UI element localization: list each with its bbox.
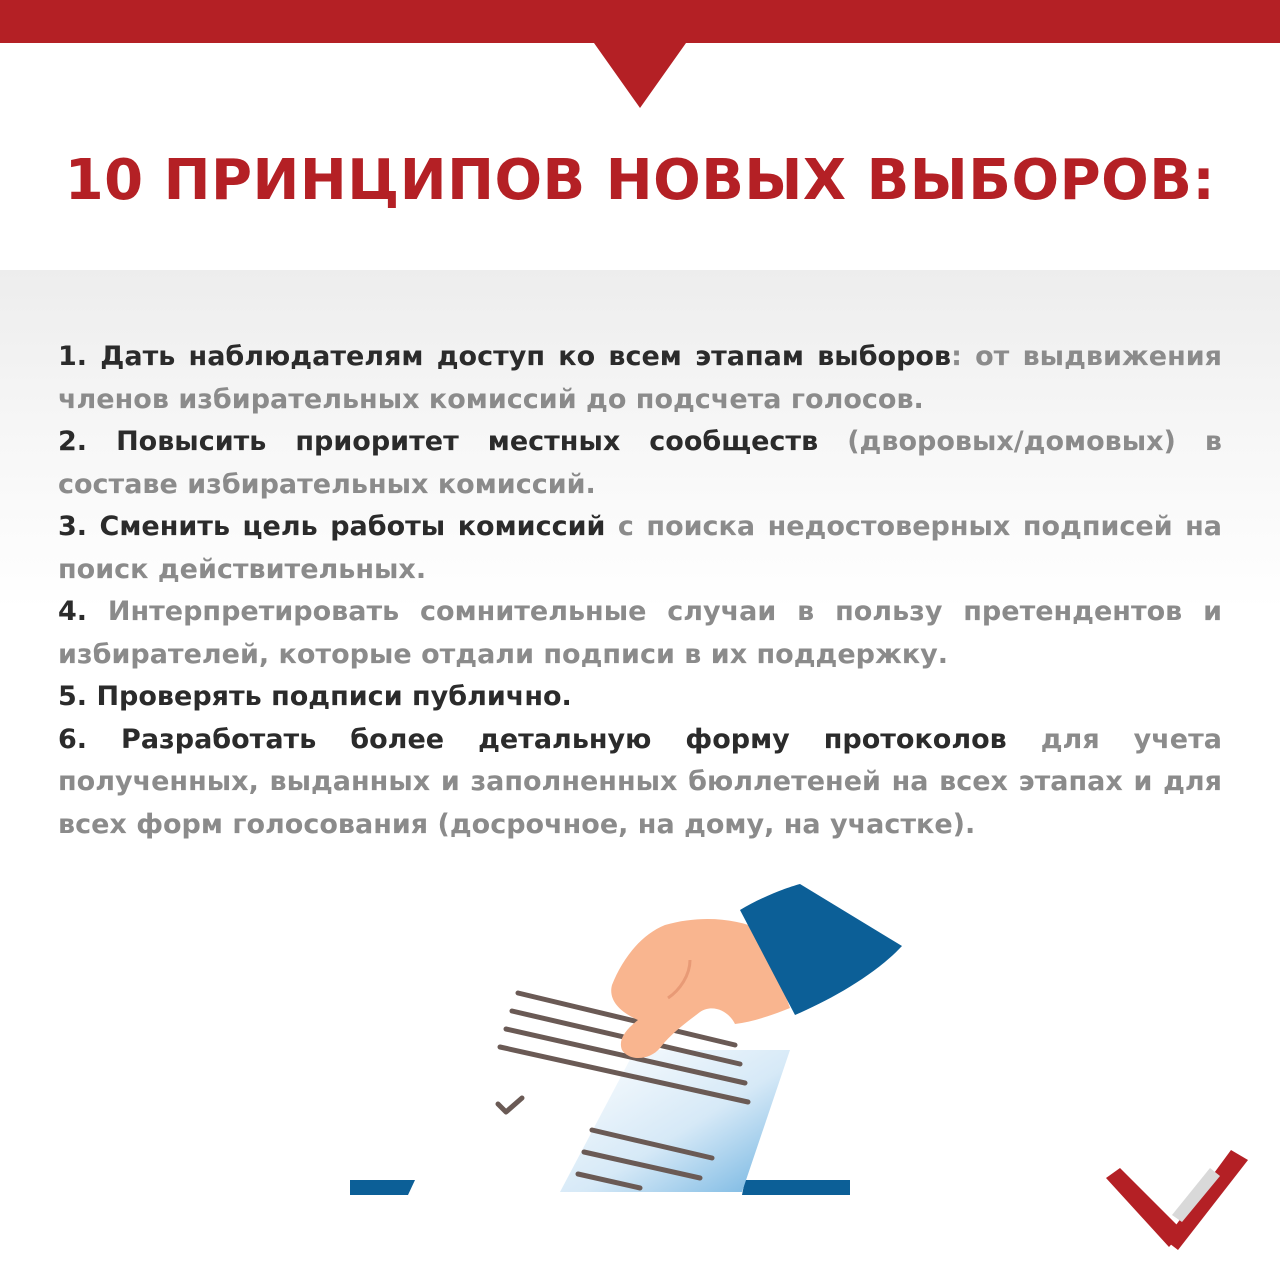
principle-lead: 6. Разработать более детальную форму протоколов <box>58 723 1007 755</box>
ballot-checkmark-icon <box>498 1098 522 1112</box>
principle-item-5 <box>58 676 1222 719</box>
principle-item-4 <box>58 591 1222 676</box>
principle-item-1 <box>58 336 1222 421</box>
principle-lead: 1. Дать наблюдателям доступ ко всем этапам выборов <box>58 341 952 372</box>
principle-lead: 5. Проверять подписи публично. <box>58 681 572 712</box>
principle-detail: (дворовых/домовых) в составе избирательных комиссий. <box>58 426 1222 500</box>
principle-item-2 <box>58 421 1222 506</box>
hand-ballot-icon <box>340 870 920 1210</box>
page-title: 10 ПРИНЦИПОВ НОВЫХ ВЫБОРОВ: <box>64 148 1216 213</box>
principle-item-6 <box>58 719 1222 847</box>
top-banner <box>0 0 1280 110</box>
principle-detail: : от выдвижения членов избирательных комиссий до подсчета голосов. <box>58 341 1222 415</box>
principle-detail: для учета полученных, выданных и заполненных бюллетеней на всех этапах и для всех форм голосования (досрочное, на дому, на участке). <box>58 723 1222 840</box>
checkmark-logo-icon <box>1100 1130 1260 1260</box>
principle-item-3 <box>58 506 1222 591</box>
principle-detail: с поиска недостоверных подписей на поиск действительных. <box>58 511 1223 585</box>
principle-detail: Интерпретировать сомнительные случаи в пользу претендентов и избирателей, которые отдали подписи в их поддержку. <box>58 596 1222 670</box>
principles-list <box>58 336 1222 846</box>
principle-lead: 2. Повысить приоритет местных сообществ <box>58 426 819 457</box>
principle-lead: 3. Сменить цель работы комиссий <box>58 511 606 542</box>
principle-lead: 4. <box>58 596 88 627</box>
